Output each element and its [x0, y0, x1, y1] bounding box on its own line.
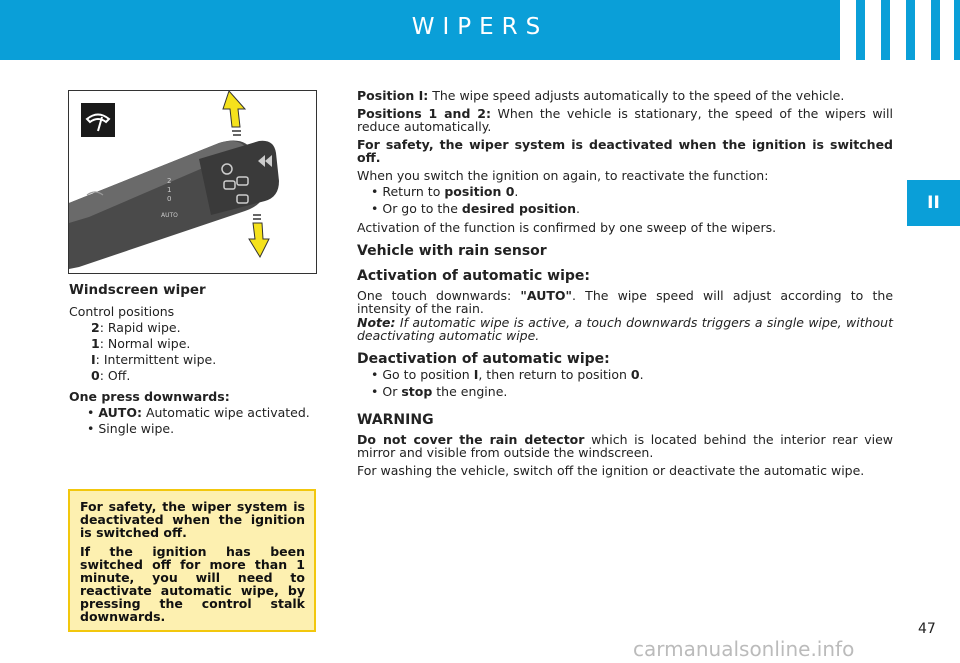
goto-item: • Or go to the desired position.: [371, 201, 580, 216]
position-i-paragraph: Position I: The wipe speed adjusts automatically to the speed of the vehicle.: [357, 88, 845, 103]
position-item: 2: Rapid wipe.: [91, 320, 181, 335]
header-bar: [0, 0, 960, 60]
header-stripe: [940, 0, 954, 60]
reactivate-note-text: If the ignition has been switched off for more than 1 minute, you will need to reactivate automatic wipe, by pressing the control stalk downwards.: [80, 544, 305, 624]
wiper-stalk-illustration: [68, 90, 317, 274]
rain-detector-paragraph: Do not cover the rain detector which is located behind the interior rear view mirror and visible from outside the windscreen.: [357, 432, 894, 460]
arrow-down-icon: [249, 215, 269, 257]
section-heading: Windscreen wiper: [69, 282, 206, 298]
note-paragraph: Note: If automatic wipe is active, a touch downwards triggers a single wipe, without deactivating automatic wipe.: [357, 315, 893, 343]
header-stripe: [840, 0, 856, 60]
safety-note-box: [68, 489, 316, 632]
positions-12-paragraph: Positions 1 and 2: When the vehicle is stationary, the speed of the wipers will reduce automatically.: [357, 106, 893, 134]
stalk-auto-label: AUTO: [161, 212, 178, 219]
header-stripe: [865, 0, 881, 60]
left-column: [69, 283, 319, 437]
deactivation-heading: Deactivation of automatic wipe:: [357, 351, 610, 367]
press-heading: One press downwards:: [69, 389, 230, 404]
one-touch-paragraph: One touch downwards: "AUTO". The wipe speed will adjust according to the intensity of the rain.: [357, 288, 894, 316]
page-title: WIPERS: [411, 14, 549, 40]
rain-sensor-heading: Vehicle with rain sensor: [357, 243, 547, 259]
position-item: 0: Off.: [91, 368, 131, 383]
page-number: 47: [918, 621, 936, 637]
washing-paragraph: For washing the vehicle, switch off the ignition or deactivate the automatic wipe.: [357, 463, 865, 478]
position-item: I: Intermittent wipe.: [91, 352, 217, 367]
svg-text:1: 1: [167, 186, 172, 194]
right-column: [357, 89, 893, 482]
intro-text: Control positions: [69, 304, 175, 319]
header-stripe: [915, 0, 931, 60]
confirm-paragraph: Activation of the function is confirmed by one sweep of the wipers.: [357, 220, 777, 235]
warning-heading: WARNING: [357, 412, 434, 428]
ignition-paragraph: When you switch the ignition on again, to reactivate the function:: [357, 168, 769, 183]
auto-item: • AUTO: Automatic wipe activated.: [87, 405, 310, 420]
svg-text:2: 2: [167, 177, 172, 185]
safety-paragraph: For safety, the wiper system is deactivated when the ignition is switched off.: [357, 137, 893, 165]
arrow-up-icon: [223, 91, 245, 135]
activation-heading: Activation of automatic wipe:: [357, 268, 591, 284]
svg-text:0: 0: [167, 195, 172, 203]
position-item: 1: Normal wipe.: [91, 336, 191, 351]
watermark: carmanualsonline.info: [633, 637, 855, 661]
safety-note-text: For safety, the wiper system is deactivated when the ignition is switched off.: [80, 499, 305, 540]
single-item: • Single wipe.: [87, 421, 175, 436]
section-tab[interactable]: II: [907, 180, 960, 226]
header-stripe: [890, 0, 906, 60]
goto-position-item: • Go to position I, then return to position 0.: [371, 367, 644, 382]
return-item: • Return to position 0.: [371, 184, 519, 199]
stop-engine-item: • Or stop the engine.: [371, 384, 508, 399]
